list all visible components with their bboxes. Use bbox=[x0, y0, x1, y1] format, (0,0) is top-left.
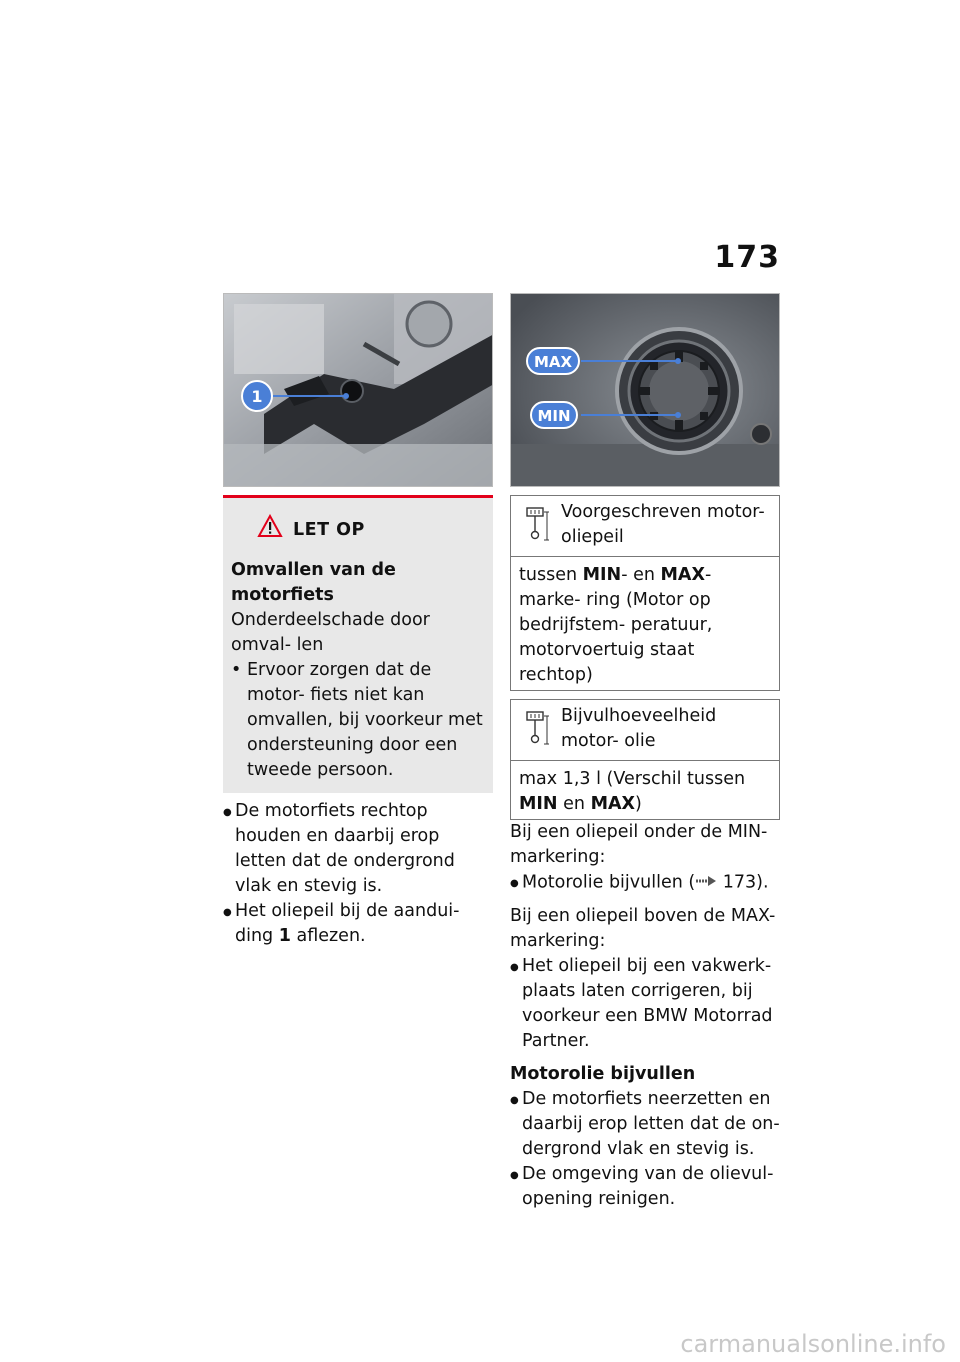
spec-title: Bijvulhoeveelheid motor- olie bbox=[561, 706, 717, 751]
list-item: ● De motorfiets neerzetten en daarbij erop letten dat de on- dergrond vlak en stevig is. bbox=[510, 1087, 780, 1162]
right-column bbox=[510, 293, 780, 1212]
arrow-icon[interactable] bbox=[695, 870, 717, 895]
spec-value: max 1,3 l (Verschil tussen MIN en MAX) bbox=[519, 769, 746, 814]
warning-box bbox=[223, 495, 493, 793]
spec-refill-quantity bbox=[510, 699, 780, 820]
above-max-intro: Bij een oliepeil boven de MAX- markering: bbox=[510, 905, 776, 951]
footer bbox=[0, 1330, 960, 1362]
below-min-list bbox=[510, 870, 780, 896]
warning-subject: Omvallen van de motorfiets bbox=[231, 560, 396, 605]
warning-description: Onderdeelschade door omval- len bbox=[231, 610, 430, 655]
spec-header bbox=[511, 496, 779, 557]
max-label: MAX bbox=[533, 353, 573, 371]
list-item: ● Het oliepeil bij de aandui- ding 1 aflezen. bbox=[223, 899, 493, 949]
engine-oil-icon bbox=[525, 704, 561, 754]
section-title-refill: Motorolie bijvullen bbox=[510, 1063, 696, 1084]
oil-sight-glass-location-photo bbox=[223, 293, 493, 487]
warning-action-item: • Ervoor zorgen dat de motor- fiets niet kan omvallen, bij voorkeur met ondersteuning door een tweede persoon. bbox=[231, 658, 483, 783]
spec-title: Voorgeschreven motor- oliepeil bbox=[561, 502, 765, 547]
spec-header bbox=[511, 700, 779, 761]
warning-label: LET OP bbox=[293, 519, 365, 540]
footer-watermark: carmanualsonline.info bbox=[680, 1330, 946, 1358]
list-item: ● De motorfiets rechtop houden en daarbij erop letten dat de ondergrond vlak en stevig is. bbox=[223, 799, 493, 899]
callout-1-label: 1 bbox=[251, 387, 263, 406]
warning-actions bbox=[231, 658, 483, 783]
page-number: 173 bbox=[714, 240, 780, 275]
spec-oil-level bbox=[510, 495, 780, 691]
list-item: ● De omgeving van de olievul- opening reinigen. bbox=[510, 1162, 780, 1212]
warning-triangle-icon bbox=[257, 514, 283, 546]
left-steps-list bbox=[223, 799, 493, 949]
warning-header bbox=[257, 514, 483, 546]
spec-value: tussen MIN- en MAX-marke- ring (Motor op bedrijfstem- peratuur, motorvoertuig staat rechtop) bbox=[519, 565, 713, 685]
min-label: MIN bbox=[537, 407, 571, 425]
left-column bbox=[223, 293, 493, 949]
callout-reference: 1 bbox=[278, 926, 291, 946]
engine-oil-icon bbox=[525, 500, 561, 550]
below-min-intro: Bij een oliepeil onder de MIN- markering: bbox=[510, 822, 768, 867]
list-item: ● Het oliepeil bij een vakwerk- plaats laten corrigeren, bij voorkeur een BMW Motorrad Partner. bbox=[510, 954, 780, 1054]
above-max-list bbox=[510, 954, 780, 1054]
list-item: ● Motorolie bijvullen ( 173). bbox=[510, 870, 780, 896]
oil-level-window-photo bbox=[510, 293, 780, 487]
refill-steps-list bbox=[510, 1087, 780, 1212]
